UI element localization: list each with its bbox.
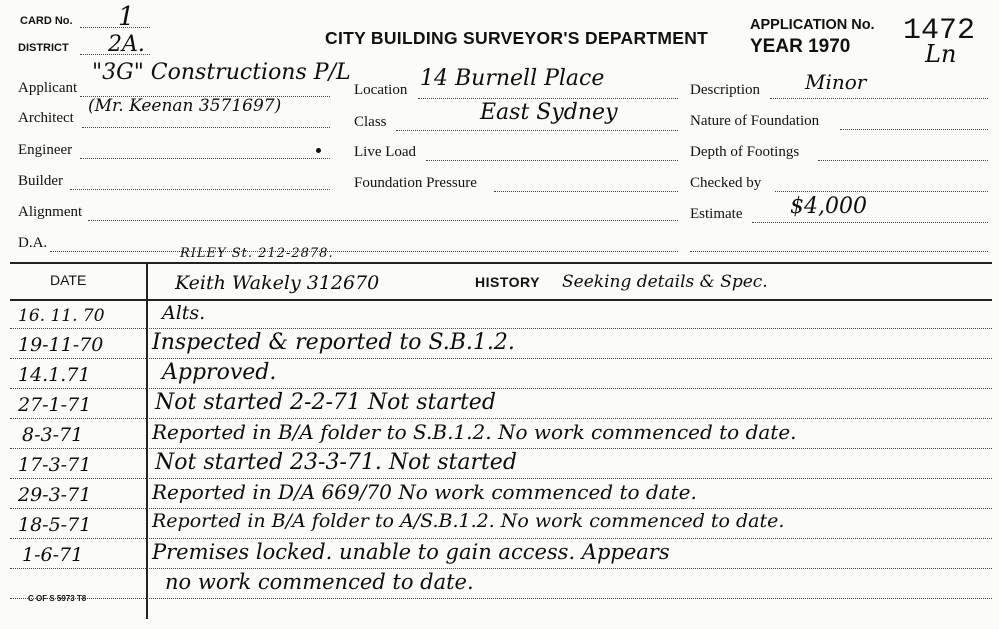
engineer-label: Engineer [18, 142, 73, 158]
engineer-line [80, 158, 330, 159]
riley-note: RILEY St. 212-2878. [180, 246, 334, 261]
application-no-label: APPLICATION No. [750, 17, 875, 33]
history-line [10, 478, 992, 479]
depth-of-footings-label: Depth of Footings [690, 144, 800, 160]
history-line [10, 418, 992, 419]
entry-date: 17-3-71 [18, 454, 92, 476]
entry-text: no work commenced to date. [165, 570, 474, 594]
nature-of-foundation-line [840, 129, 988, 130]
location-line [418, 98, 678, 99]
entry-text: Approved. [162, 360, 277, 385]
history-line [10, 538, 992, 539]
entry-text: Inspected & reported to S.B.1.2. [152, 330, 515, 355]
date-column-rule [146, 262, 148, 619]
district-value: 2A. [108, 32, 145, 57]
class-label: Class [354, 114, 387, 130]
history-header-rule [10, 299, 992, 301]
district-line [80, 54, 150, 55]
depth-of-footings-line [818, 160, 988, 161]
history-line [10, 598, 992, 599]
location-value: 14 Burnell Place [420, 66, 605, 91]
description-label: Description [690, 82, 760, 98]
history-header: HISTORY [475, 274, 540, 290]
live-load-label: Live Load [354, 144, 417, 160]
builder-label: Builder [18, 173, 63, 189]
entry-date: 29-3-71 [18, 484, 92, 506]
architect-label: Architect [18, 110, 74, 126]
architect-line [82, 127, 330, 128]
applicant-label: Applicant [18, 80, 78, 96]
class-value: East Sydney [480, 100, 618, 125]
date-header: DATE [50, 272, 87, 288]
location-label: Location [354, 82, 408, 98]
initials: Ln [925, 40, 957, 68]
history-line [10, 448, 992, 449]
nature-of-foundation-label: Nature of Foundation [690, 113, 820, 129]
card-no-value: 1 [118, 2, 135, 32]
description-line [770, 98, 988, 99]
entry-text: Alts. [162, 302, 206, 324]
builder-line [70, 189, 330, 190]
engineer-dot [316, 148, 321, 153]
checked-by-label: Checked by [690, 175, 762, 191]
estimate-line [752, 222, 988, 223]
card-no-label: CARD No. [20, 15, 73, 27]
da-line [50, 251, 678, 252]
header-note: Seeking details & Spec. [562, 272, 768, 292]
entry-date: 8-3-71 [22, 424, 84, 446]
entry-text: Reported in B/A folder to A/S.B.1.2. No work commenced to date. [152, 510, 785, 532]
entry-date: 16. 11. 70 [18, 306, 105, 326]
application-no-value: 1472 [903, 14, 976, 48]
history-line [10, 358, 992, 359]
foundation-pressure-line [494, 191, 678, 192]
entry-text: Reported in B/A folder to S.B.1.2. No work commenced to date. [152, 420, 797, 444]
alignment-label: Alignment [18, 204, 83, 220]
history-line [10, 508, 992, 509]
year-label: YEAR 1970 [750, 36, 851, 57]
contact-note: Keith Wakely 312670 [175, 272, 380, 294]
entry-text: Not started 23-3-71. Not started [155, 450, 517, 475]
checked-by-line [775, 191, 988, 192]
estimate-value: $4,000 [790, 194, 867, 219]
department-title: CITY BUILDING SURVEYOR'S DEPARTMENT [325, 28, 709, 48]
architect-value: (Mr. Keenan 3571697) [88, 96, 282, 116]
da-label: D.A. [18, 235, 48, 251]
history-line [10, 568, 992, 569]
history-line [10, 328, 992, 329]
entry-text: Premises locked. unable to gain access. Appears [152, 540, 670, 564]
history-top-rule [10, 262, 992, 264]
entry-date: 19-11-70 [18, 334, 104, 356]
alignment-line [88, 220, 678, 221]
estimate-label: Estimate [690, 206, 743, 222]
live-load-line [426, 160, 678, 161]
card-no-line [80, 27, 150, 28]
applicant-value: "3G" Constructions P/L [92, 60, 351, 85]
description-value: Minor [805, 70, 867, 94]
class-line [396, 130, 678, 131]
entry-text: Not started 2-2-71 Not started [155, 390, 496, 415]
entry-date: 1-6-71 [22, 544, 84, 566]
entry-date: 27-1-71 [18, 394, 92, 416]
foundation-pressure-label: Foundation Pressure [354, 175, 477, 191]
entry-date: 14.1.71 [18, 364, 91, 386]
entry-date: 18-5-71 [18, 514, 92, 536]
history-line [10, 388, 992, 389]
entry-text: Reported in D/A 669/70 No work commenced to date. [152, 480, 697, 504]
form-code: C OF S 5973 T8 [28, 594, 87, 603]
district-label: DISTRICT [18, 42, 69, 54]
da-right-line [690, 251, 988, 252]
